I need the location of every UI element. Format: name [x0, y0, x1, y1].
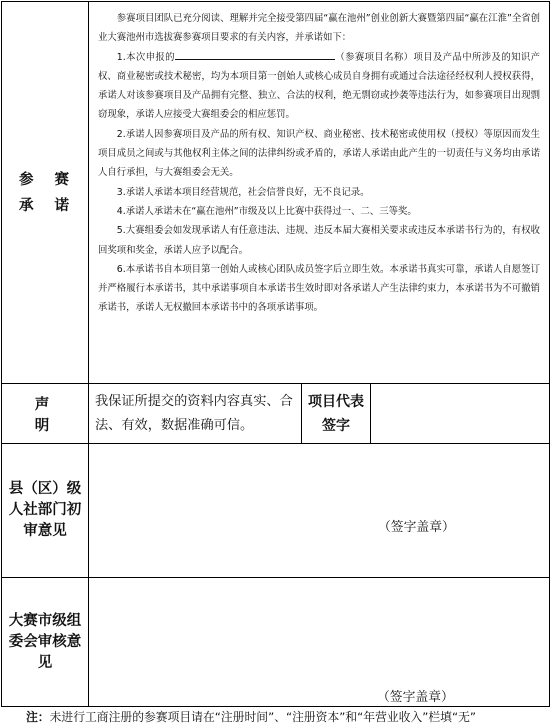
commitment-item-2: 2.承诺人因参赛项目及产品的所有权、知识产权、商业秘密、技术秘密或使用权（授权）等原因而发生项目成员之间或与其他权利主体之间的法律纠纷或矛盾的，承诺人承诺由此产生的一切责任与义务均由承诺人自行承担，与大赛组委会无关。 — [98, 128, 540, 179]
city-review-row — [2, 578, 549, 706]
declaration-text: 我保证所提交的资料内容真实、合法、有效，数据准确可信。 — [89, 384, 302, 443]
county-review-label: 县（区）级人社部门初审意见 — [2, 444, 89, 577]
city-review-label: 大赛市级组委会审核意见 — [2, 578, 89, 706]
project-name-blank[interactable] — [175, 48, 335, 60]
representative-signature-field[interactable] — [371, 384, 549, 443]
declaration-row — [2, 384, 549, 444]
commitment-intro: 参赛项目团队已充分阅读、理解并完全接受第四届“赢在池州”创业创新大赛暨第四届“赢在江淮”全省创业大赛池州市选拔赛参赛项目要求的有关内容，并承诺如下： — [98, 13, 540, 44]
commitment-label-line2: 承 诺 — [18, 197, 78, 214]
county-review-row — [2, 444, 549, 578]
representative-signature-label: 项目代表签字 — [302, 384, 371, 443]
commitment-item-1-start: 1.本次申报的 — [116, 51, 175, 63]
commitment-item-5: 5.大赛组委会如发现承诺人有任意违法、违规、违反本届大赛相关要求或违反本承诺书行为的，有权收回奖项和奖金，承诺人应予以配合。 — [98, 225, 540, 256]
commitment-label — [2, 2, 89, 383]
declaration-label: 声 明 — [2, 384, 89, 443]
commitment-item-1 — [98, 48, 540, 125]
city-review-field[interactable] — [89, 578, 549, 706]
footnote — [26, 708, 476, 725]
commitment-body — [89, 2, 549, 383]
commitment-item-1-rest: （参赛项目名称）项目及产品中所涉及的知识产权、商业秘密或技术秘密，均为本项目第一创始人或核心成员自身拥有或通过合法途径经权利人授权获得，承诺人对该参赛项目及产品拥有完整、独立、合法的权利，绝无剽窃或抄袭等违法行为，如参赛项目出现剽窃现象，承诺人应接受大赛组委会的相应惩罚。 — [98, 51, 540, 121]
commitment-item-3: 3.承诺人承诺本项目经营规范，社会信誉良好，无不良记录。 — [116, 186, 370, 198]
commitment-row — [2, 2, 549, 384]
county-review-field[interactable] — [89, 444, 549, 577]
city-review-stamp: （签字盖章） — [377, 690, 454, 705]
commitment-item-4: 4.承诺人承诺未在“赢在池州”市级及以上比赛中获得过一、二、三等奖。 — [116, 205, 417, 217]
commitment-item-6: 6.本承诺书自本项目第一创始人或核心团队成员签字后立即生效。本承诺书真实可靠，承诺人自愿签订并严格履行本承诺书，其中承诺事项自本承诺书生效时即对各承诺人产生法律约束力，本承诺书为不可撤销承诺书，承诺人无权撤回本承诺书中的各项承诺事项。 — [98, 263, 540, 314]
registration-form-table — [1, 1, 550, 707]
county-review-stamp: （签字盖章） — [378, 520, 455, 535]
commitment-label-line1: 参 赛 — [18, 171, 78, 188]
footnote-text: 未进行工商注册的参赛项目请在“注册时间”、“注册资本”和“年营业收入”栏填“无” — [49, 710, 477, 724]
footnote-prefix: 注： — [26, 710, 50, 724]
